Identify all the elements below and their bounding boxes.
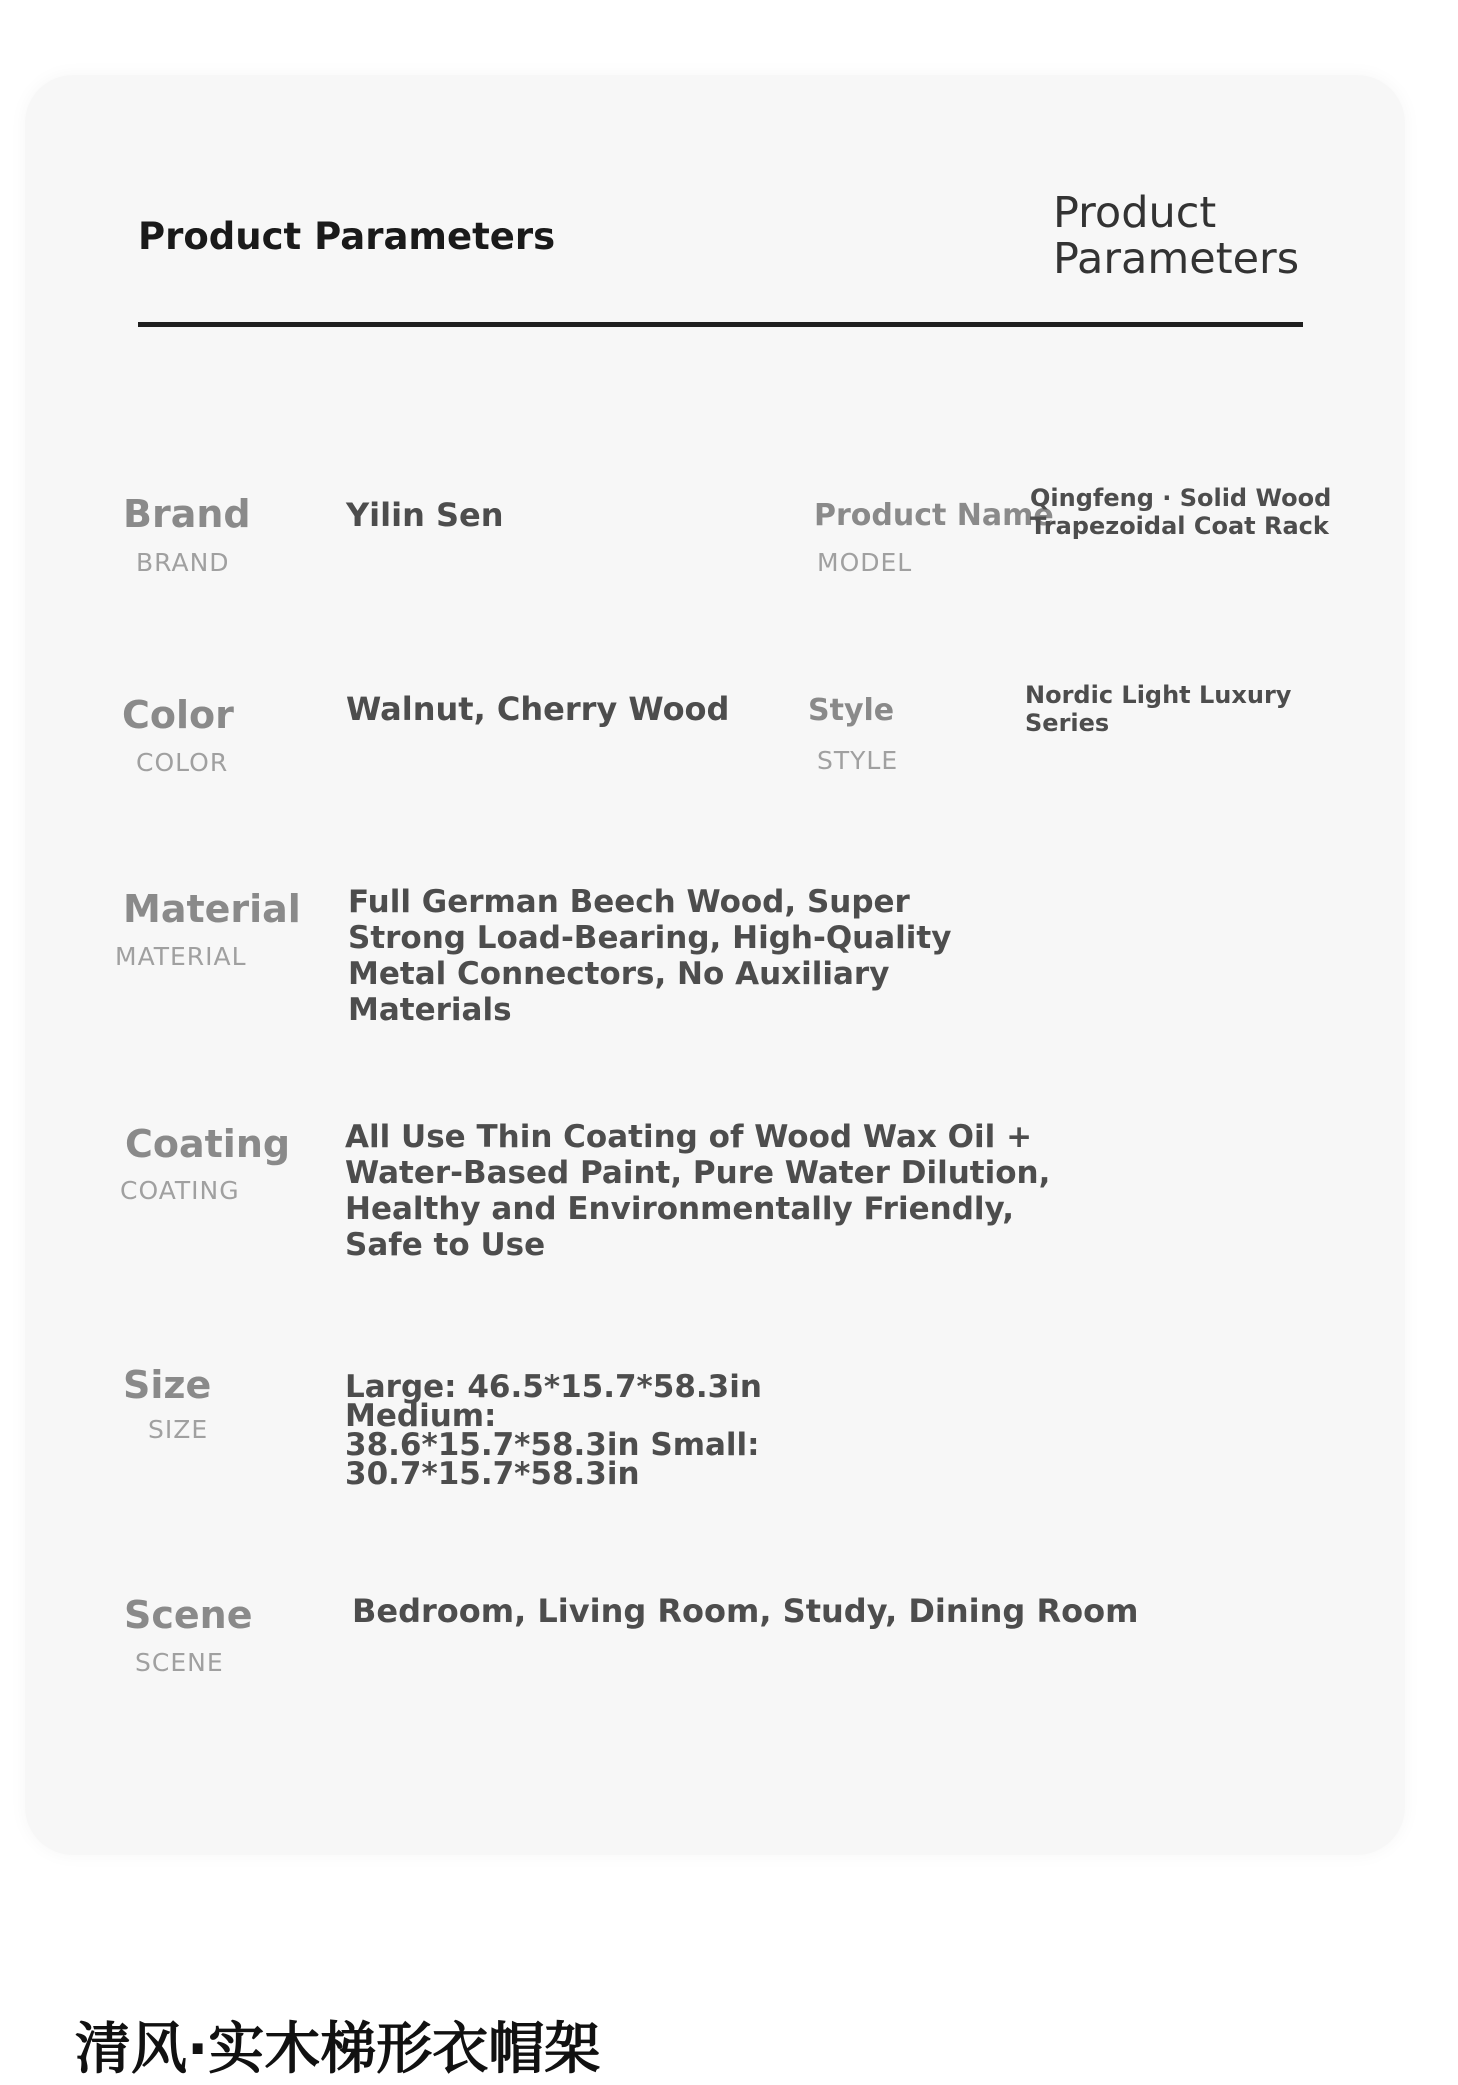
- color-value: Walnut, Cherry Wood: [346, 690, 730, 728]
- color-label: Color: [122, 693, 234, 737]
- product-name-label: Product Name: [814, 498, 1054, 533]
- color-sublabel: COLOR: [136, 748, 229, 777]
- section-title: Product Parameters: [138, 215, 556, 258]
- material-value: Full German Beech Wood, Super Strong Load-Bearing, High-Quality Metal Connectors, No Auxiliary Materials: [348, 884, 952, 1028]
- brand-value: Yilin Sen: [346, 496, 504, 534]
- header-divider: [138, 322, 1303, 327]
- scene-value: Bedroom, Living Room, Study, Dining Room: [352, 1592, 1139, 1630]
- coating-value: All Use Thin Coating of Wood Wax Oil + Water-Based Paint, Pure Water Dilution, Healthy and Environmentally Friendly, Safe to Use: [345, 1119, 1051, 1263]
- product-name-value: Qingfeng · Solid Wood Trapezoidal Coat Rack: [1030, 484, 1332, 540]
- product-title-cn: 清风·实木梯形衣帽架: [75, 2017, 601, 2082]
- material-label: Material: [123, 887, 301, 931]
- scene-label: Scene: [124, 1593, 253, 1637]
- section-title-en: Product Parameters: [1053, 188, 1300, 284]
- material-sublabel: MATERIAL: [115, 942, 247, 971]
- scene-sublabel: SCENE: [135, 1648, 224, 1677]
- style-value: Nordic Light Luxury Series: [1025, 681, 1292, 737]
- coating-sublabel: COATING: [120, 1176, 240, 1205]
- size-value: Large: 46.5*15.7*58.3in Medium: 38.6*15.7*58.3in Small: 30.7*15.7*58.3in: [345, 1369, 762, 1492]
- product-name-sublabel: MODEL: [817, 548, 913, 577]
- brand-sublabel: BRAND: [136, 548, 230, 577]
- style-sublabel: STYLE: [817, 746, 899, 775]
- brand-label: Brand: [123, 492, 251, 536]
- style-label: Style: [808, 693, 895, 728]
- coating-label: Coating: [125, 1122, 291, 1166]
- size-sublabel: SIZE: [148, 1415, 209, 1444]
- size-label: Size: [123, 1363, 212, 1407]
